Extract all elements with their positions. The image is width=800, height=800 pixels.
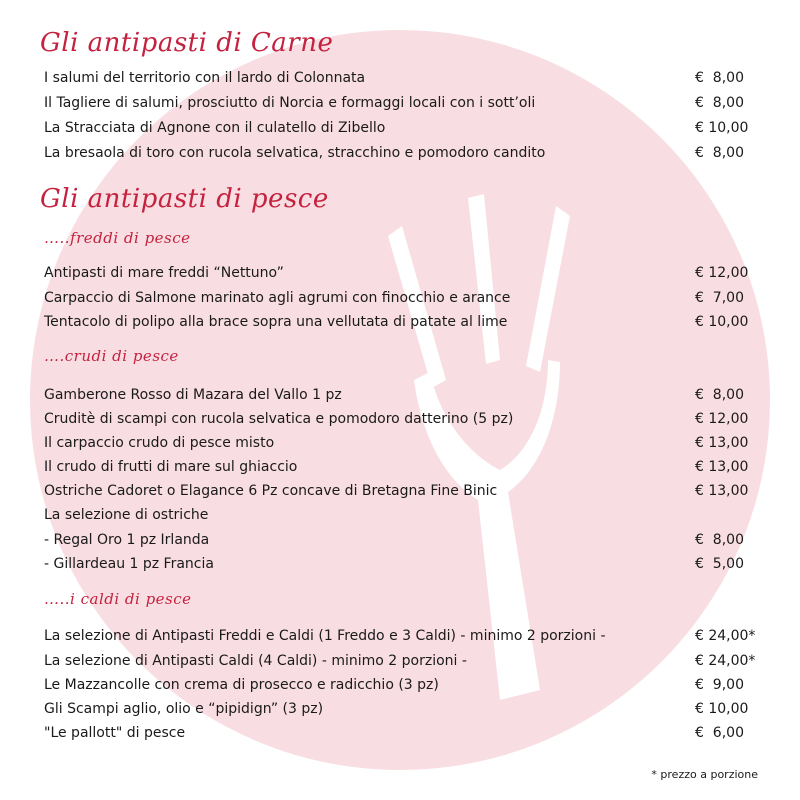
menu-item <box>44 142 760 164</box>
item-price: € 12,00 <box>695 411 749 427</box>
subsection-title-freddi: …..freddi di pesce <box>44 229 191 247</box>
menu-item <box>44 117 760 139</box>
menu-item <box>44 67 760 89</box>
menu-item <box>44 384 760 406</box>
item-name: "Le pallott" di pesce <box>44 725 186 741</box>
item-name: - Gillardeau 1 pz Francia <box>44 556 214 572</box>
item-name: I salumi del territorio con il lardo di Colonnata <box>44 70 366 86</box>
menu-item <box>44 529 760 551</box>
item-price: € 8,00 <box>695 145 744 161</box>
menu-item <box>44 456 760 478</box>
item-name: La selezione di Antipasti Caldi (4 Caldi) - minimo 2 porzioni - <box>44 653 467 669</box>
item-price: € 8,00 <box>695 95 744 111</box>
item-price: € 5,00 <box>695 556 744 572</box>
menu-item <box>44 650 760 672</box>
item-name: Il crudo di frutti di mare sul ghiaccio <box>44 459 298 475</box>
item-name: - Regal Oro 1 pz Irlanda <box>44 532 210 548</box>
item-name: Gli Scampi aglio, olio e “pipidign” (3 pz) <box>44 701 324 717</box>
item-price: € 12,00 <box>695 265 749 281</box>
item-name: Le Mazzancolle con crema di prosecco e radicchio (3 pz) <box>44 677 439 693</box>
menu-item <box>44 311 760 333</box>
item-price: € 7,00 <box>695 290 744 306</box>
item-price: € 10,00 <box>695 701 749 717</box>
section-title-carne: Gli antipasti di Carne <box>40 28 334 58</box>
menu-item <box>44 432 760 454</box>
item-name: Il carpaccio crudo di pesce misto <box>44 435 275 451</box>
menu-item <box>44 722 760 744</box>
subsection-title-crudi: ….crudi di pesce <box>44 347 179 365</box>
menu-item <box>44 698 760 720</box>
menu-item <box>44 625 760 647</box>
item-name: Carpaccio di Salmone marinato agli agrumi con finocchio e arance <box>44 290 511 306</box>
item-name: Cruditè di scampi con rucola selvatica e pomodoro datterino (5 pz) <box>44 411 514 427</box>
item-name: La Stracciata di Agnone con il culatello di Zibello <box>44 120 386 136</box>
item-price: € 24,00* <box>695 653 756 669</box>
subsection-title-caldi: …..i caldi di pesce <box>44 590 192 608</box>
item-price: € 10,00 <box>695 120 749 136</box>
item-price: € 8,00 <box>695 387 744 403</box>
item-name: Gamberone Rosso di Mazara del Vallo 1 pz <box>44 387 342 403</box>
item-name: La selezione di Antipasti Freddi e Caldi (1 Freddo e 3 Caldi) - minimo 2 porzioni - <box>44 628 606 644</box>
item-price: € 6,00 <box>695 725 744 741</box>
item-price: € 13,00 <box>695 435 749 451</box>
item-name: La selezione di ostriche <box>44 507 209 523</box>
item-name: La bresaola di toro con rucola selvatica, stracchino e pomodoro candito <box>44 145 546 161</box>
item-price: € 10,00 <box>695 314 749 330</box>
menu-item <box>44 504 760 526</box>
item-price: € 8,00 <box>695 532 744 548</box>
menu-item <box>44 674 760 696</box>
item-name: Ostriche Cadoret o Elagance 6 Pz concave di Bretagna Fine Binic <box>44 483 498 499</box>
item-price: € 13,00 <box>695 459 749 475</box>
item-name: Tentacolo di polipo alla brace sopra una vellutata di patate al lime <box>44 314 508 330</box>
footnote: * prezzo a porzione <box>651 768 758 781</box>
menu-item <box>44 92 760 114</box>
item-name: Il Tagliere di salumi, prosciutto di Norcia e formaggi locali con i sott’oli <box>44 95 536 111</box>
menu-item <box>44 287 760 309</box>
menu-item <box>44 553 760 575</box>
item-price: € 8,00 <box>695 70 744 86</box>
menu-item <box>44 408 760 430</box>
menu-item <box>44 262 760 284</box>
menu-item <box>44 480 760 502</box>
item-price: € 9,00 <box>695 677 744 693</box>
item-name: Antipasti di mare freddi “Nettuno” <box>44 265 284 281</box>
item-price: € 24,00* <box>695 628 756 644</box>
item-price: € 13,00 <box>695 483 749 499</box>
section-title-pesce: Gli antipasti di pesce <box>40 184 329 214</box>
